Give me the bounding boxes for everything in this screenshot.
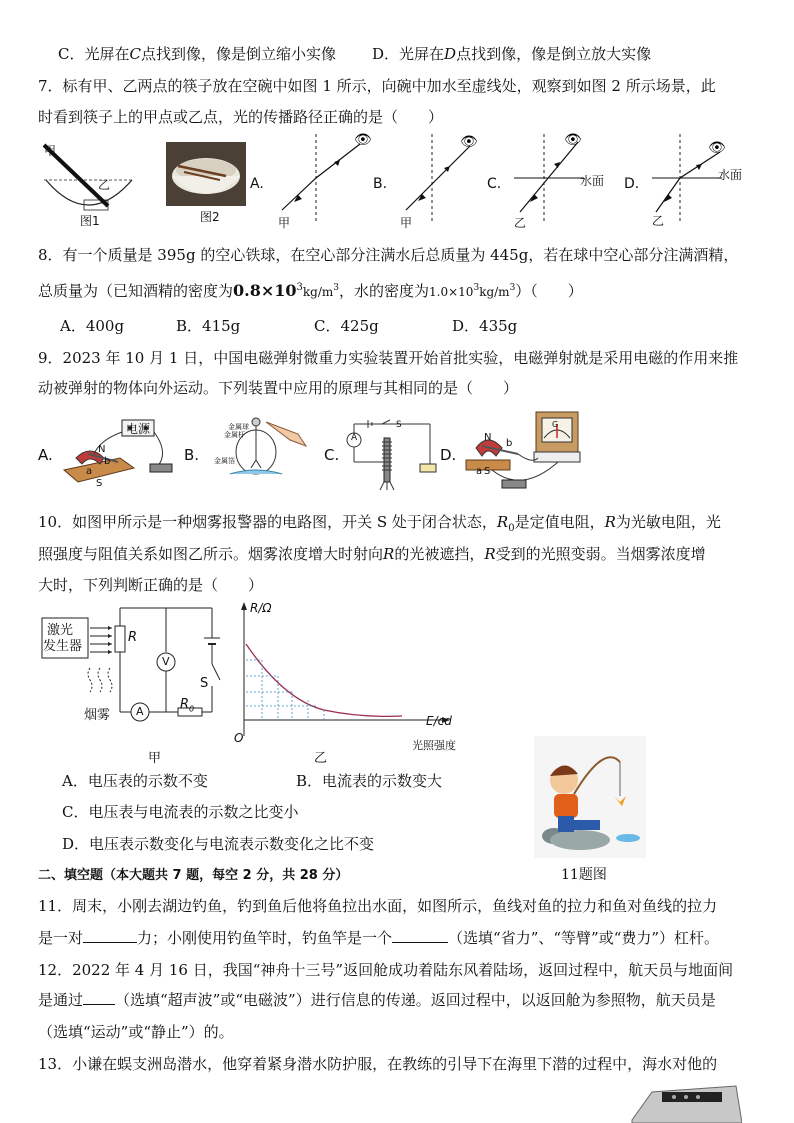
svg-text:👁: 👁 [460, 134, 478, 150]
q9-b-rod-label: 金属杆 [224, 431, 245, 439]
graph-origin: O [234, 731, 244, 745]
q7-option-c-diagram [508, 132, 590, 224]
fig1-caption: 图1 [80, 214, 100, 228]
q6-option-c: C．光屏在C点找到像，像是倒立缩小实像 [58, 45, 336, 63]
q9-option-b-electroscope [206, 416, 318, 482]
q9-option-a-motor [60, 414, 182, 490]
svg-text:👁: 👁 [564, 132, 582, 148]
q9-option-d-generator [462, 410, 586, 496]
q7-option-b-point: 甲 [400, 216, 413, 230]
q11-blank-1[interactable] [83, 928, 137, 943]
circuit-ammeter-label: A [136, 705, 144, 718]
q6-option-d: D．光屏在D点找到像，像是倒立放大实像 [372, 45, 652, 63]
q13-device-image [622, 1084, 742, 1123]
q10-option-a: A．电压表的示数不变 [62, 772, 208, 790]
q9-b-ball-label: 金属球 [228, 423, 249, 431]
graph-caption: 乙 [314, 751, 328, 766]
q7-option-a-label: A. [250, 176, 264, 192]
q11-figure-caption: 11题图 [561, 867, 607, 883]
q11-fishing-boy-illustration [534, 736, 646, 858]
graph-ylabel: R/Ω [250, 601, 272, 615]
q9-a-s-label: S [96, 478, 103, 489]
fig1-jia-label: 甲 [44, 144, 57, 158]
svg-text:👁: 👁 [708, 140, 726, 156]
circuit-switch-label: S [200, 676, 209, 691]
q7-figure2-photo [166, 142, 246, 206]
q8-option-b: B．415g [176, 317, 241, 335]
q7-option-c-water: 水面 [580, 174, 605, 188]
q7-option-c-label: C. [487, 176, 502, 192]
q9-option-c-electromagnet [344, 416, 440, 492]
q9-a-b-label: b [104, 456, 111, 467]
q7-option-b-diagram [392, 132, 484, 224]
q7-option-b-label: B. [373, 176, 388, 192]
q11-stem-line2: 是一对 力；小刚使用钓鱼竿时，钓鱼竿是一个 （选填“省力”、“等臂”或“费力”）杠杆。 [38, 929, 720, 947]
q10-stem-line2: 照强度与阻值关系如图乙所示。烟雾浓度增大时射向R的光被遮挡，R受到的光照变弱。当烟雾浓度增 [38, 545, 706, 563]
q12-stem-line2: 是通过 （选填“超声波”或“电磁波”）进行信息的传递。返回过程中，以返回舱为参照物，航天员是 [38, 991, 716, 1009]
q13-stem-line1: 13．小谦在蜈支洲岛潜水，他穿着紧身潜水防护服，在教练的引导下在海里下潜的过程中，海水对他的 [38, 1055, 718, 1073]
q9-d-s-label: S [484, 466, 491, 477]
q7-stem-line2: 时看到筷子上的甲点或乙点，光的传播路径正确的是（ ） [38, 108, 444, 126]
q10-stem-line3: 大时，下列判断正确的是（ ） [38, 576, 264, 594]
q11-blank-2[interactable] [392, 928, 448, 943]
q9-c-s-label: S [396, 420, 402, 430]
svg-text:👁: 👁 [354, 132, 372, 148]
q8-option-c: C．425g [314, 317, 379, 335]
circuit-r0-label: $R_0$ [180, 697, 195, 714]
q12-stem-line3: （选填“运动”或“静止”）的。 [38, 1023, 234, 1041]
q10-stem-line1: 10．如图甲所示是一种烟雾报警器的电路图，开关 S 处于闭合状态，$R_0$是定值电阻，R为光敏电阻，光 [38, 513, 721, 534]
circuit-voltmeter-label: V [162, 655, 170, 668]
q9-stem-line2: 动被弹射的物体向外运动。下列装置中应用的原理与其相同的是（ ） [38, 379, 519, 397]
q9-a-n-label: N [98, 444, 106, 455]
fig2-caption: 图2 [200, 210, 220, 224]
section2-heading: 二、填空题（本大题共 7 题，每空 2 分，共 28 分） [38, 868, 349, 883]
q9-option-b-label: B. [184, 446, 200, 464]
q7-option-d-diagram [646, 132, 726, 224]
q7-stem-line1: 7．标有甲、乙两点的筷子放在空碗中如图 1 所示，向碗中加水至虚线处，观察到如图 2 所示场景，此 [38, 77, 716, 95]
q9-d-g-label: G [552, 420, 559, 429]
q9-c-ammeter-label: A [351, 433, 358, 443]
q9-d-a-label: a [476, 466, 483, 477]
q9-d-b-label: b [506, 438, 513, 449]
q8-option-a: A．400g [60, 317, 125, 335]
q7-option-d-label: D. [624, 176, 640, 192]
q7-option-d-point: 乙 [652, 214, 665, 228]
q9-a-a-label: a [86, 466, 93, 477]
q9-b-foil-label: 金属箔 [214, 457, 235, 465]
q10-option-c: C．电压表与电流表的示数之比变小 [62, 803, 299, 821]
q10-option-d: D．电压表示数变化与电流表示数变化之比不变 [62, 835, 375, 853]
q12-stem-line1: 12．2022 年 4 月 16 日，我国“神舟十三号”返回舱成功着陆东风着陆场，返回过程中，航天员与地面间 [38, 961, 734, 979]
q9-option-c-label: C. [324, 446, 340, 464]
circuit-laser-label1: 激光 [47, 623, 74, 638]
q8-option-d: D．435g [452, 317, 518, 335]
q8-stem-line2: 总质量为（已知酒精的密度为$0.8\times 10^3kg/m^3$，水的密度为$1.0\times 10^3kg/m^3$）（ ） [38, 281, 583, 300]
q11-stem-line1: 11．周末，小刚去湖边钓鱼，钓到鱼后他将鱼拉出水面，如图所示，鱼线对鱼的拉力和鱼对鱼线的拉力 [38, 897, 718, 915]
q7-option-a-point: 甲 [278, 216, 291, 230]
q10-option-b: B．电流表的示数变大 [296, 772, 443, 790]
circuit-r-label: R [128, 630, 138, 645]
q9-d-n-label: N [484, 432, 492, 443]
fig1-yi-label: 乙 [98, 178, 111, 192]
circuit-smoke-label: 烟雾 [84, 708, 111, 723]
q12-blank-1[interactable] [83, 990, 115, 1005]
q9-option-d-label: D. [440, 446, 457, 464]
graph-xlabel: E/cd [426, 714, 452, 728]
circuit-laser-label2: 发生器 [43, 639, 83, 654]
q9-option-a-label: A. [38, 446, 53, 464]
q9-stem-line1: 9．2023 年 10 月 1 日，中国电磁弹射微重力实验装置开始首批实验，电磁弹射就是采用电磁的作用来推 [38, 349, 739, 367]
q9-a-power-label: 电源 [126, 422, 151, 436]
graph-light-label: 光照强度 [412, 739, 456, 752]
circuit-caption: 甲 [148, 751, 162, 766]
q7-option-a-diagram [268, 132, 376, 224]
q7-option-d-water: 水面 [718, 168, 743, 182]
q7-option-c-point: 乙 [514, 216, 527, 230]
q8-stem-line1: 8．有一个质量是 395g 的空心铁球，在空心部分注满水后总质量为 445g，若在球中空心部分注满酒精， [38, 246, 739, 264]
